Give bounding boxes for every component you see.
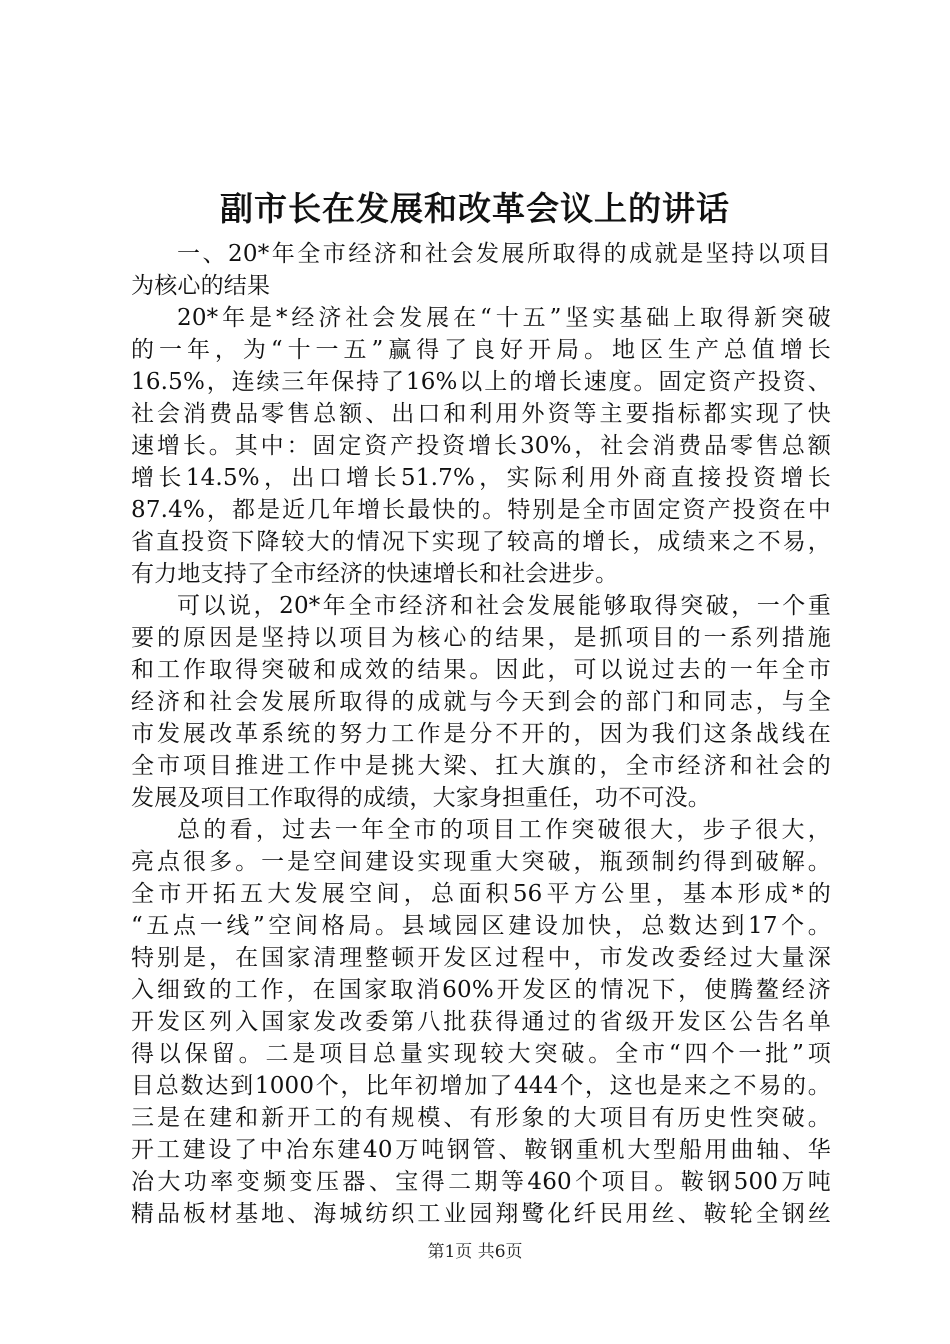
- text-line: [131, 622, 831, 654]
- text-line: [131, 718, 831, 750]
- text-line-content: 有力地支持了全市经济的快速增长和社会进步。: [131, 561, 619, 587]
- text-line: [131, 558, 831, 590]
- text-line-content: 特别是，在国家清理整顿开发区过程中，市发改委经过大量深: [131, 945, 831, 971]
- text-line-content: 开工建设了中冶东建40万吨钢管、鞍钢重机大型船用曲轴、华: [131, 1137, 831, 1163]
- text-line: [131, 526, 831, 558]
- text-line-content: 增长14.5%，出口增长51.7%，实际利用外商直接投资增长: [131, 465, 831, 491]
- text-line: [131, 1038, 831, 1070]
- text-line-content: 发展及项目工作取得的成绩，大家身担重任，功不可没。: [131, 785, 711, 811]
- text-line-content: 入细致的工作，在国家取消60%开发区的情况下，使腾鳌经济: [131, 977, 831, 1003]
- text-line-content: 一、20*年全市经济和社会发展所取得的成就是坚持以项目: [177, 241, 831, 267]
- text-line-content: 市发展改革系统的努力工作是分不开的，因为我们这条战线在: [131, 721, 831, 747]
- text-line-content: “五点一线”空间格局。县域园区建设加快，总数达到17个。: [131, 913, 831, 939]
- text-line: [131, 782, 831, 814]
- text-line: [131, 910, 831, 942]
- text-line: [131, 398, 831, 430]
- text-line: [131, 814, 831, 846]
- text-line: [131, 430, 831, 462]
- text-line-content: 精品板材基地、海城纺织工业园翔鹭化纤民用丝、鞍轮全钢丝: [131, 1201, 831, 1227]
- text-line-content: 冶大功率变频变压器、宝得二期等460个项目。鞍钢500万吨: [131, 1169, 831, 1195]
- text-line: [131, 1134, 831, 1166]
- text-line-content: 社会消费品零售总额、出口和利用外资等主要指标都实现了快: [131, 401, 831, 427]
- text-line-content: 三是在建和新开工的有规模、有形象的大项目有历史性突破。: [131, 1105, 831, 1131]
- text-line-content: 省直投资下降较大的情况下实现了较高的增长，成绩来之不易，: [131, 529, 831, 555]
- text-line-content: 目总数达到1000个，比年初增加了444个，这也是来之不易的。: [131, 1073, 831, 1099]
- text-line: [131, 1166, 831, 1198]
- text-line: [131, 590, 831, 622]
- text-line-content: 可以说，20*年全市经济和社会发展能够取得突破，一个重: [177, 593, 831, 619]
- text-line-content: 速增长。其中：固定资产投资增长30%，社会消费品零售总额: [131, 433, 831, 459]
- text-line-content: 和工作取得突破和成效的结果。因此，可以说过去的一年全市: [131, 657, 831, 683]
- text-line: [131, 334, 831, 366]
- text-line-content: 全市项目推进工作中是挑大梁、扛大旗的，全市经济和社会的: [131, 753, 831, 779]
- text-line-content: 得以保留。二是项目总量实现较大突破。全市“四个一批”项: [131, 1041, 831, 1067]
- text-line-content: 亮点很多。一是空间建设实现重大突破，瓶颈制约得到破解。: [131, 849, 831, 875]
- text-line: [131, 270, 831, 302]
- text-line-content: 87.4%，都是近几年增长最快的。特别是全市固定资产投资在中: [131, 497, 831, 523]
- text-line: [131, 238, 831, 270]
- text-line-content: 全市开拓五大发展空间，总面积56平方公里，基本形成*的: [131, 881, 831, 907]
- text-line: [131, 1198, 831, 1230]
- page-number-footer: 第1页 共6页: [427, 1242, 523, 1262]
- text-line-content: 为核心的结果: [131, 273, 271, 299]
- text-line-content: 16.5%，连续三年保持了16%以上的增长速度。固定资产投资、: [131, 369, 831, 395]
- text-line-content: 开发区列入国家发改委第八批获得通过的省级开发区公告名单: [131, 1009, 831, 1035]
- text-line: [131, 366, 831, 398]
- text-line: [131, 1102, 831, 1134]
- text-line: [131, 462, 831, 494]
- text-line: [131, 974, 831, 1006]
- text-line: [131, 878, 831, 910]
- text-line: [131, 1006, 831, 1038]
- text-line-content: 经济和社会发展所取得的成就与今天到会的部门和同志，与全: [131, 689, 831, 715]
- text-line-content: 要的原因是坚持以项目为核心的结果，是抓项目的一系列措施: [131, 625, 831, 651]
- text-line: [131, 302, 831, 334]
- text-line: [131, 750, 831, 782]
- text-line: [131, 846, 831, 878]
- document-body: [131, 238, 831, 1230]
- text-line: [131, 494, 831, 526]
- text-line-content: 的一年，为“十一五”赢得了良好开局。地区生产总值增长: [131, 337, 831, 363]
- text-line-content: 总的看，过去一年全市的项目工作突破很大，步子很大，: [177, 817, 831, 843]
- text-line: [131, 686, 831, 718]
- page-title: 副市长在发展和改革会议上的讲话: [220, 189, 730, 228]
- text-line: [131, 942, 831, 974]
- text-line: [131, 1070, 831, 1102]
- text-line: [131, 654, 831, 686]
- text-line-content: 20*年是*经济社会发展在“十五”坚实基础上取得新突破: [177, 305, 831, 331]
